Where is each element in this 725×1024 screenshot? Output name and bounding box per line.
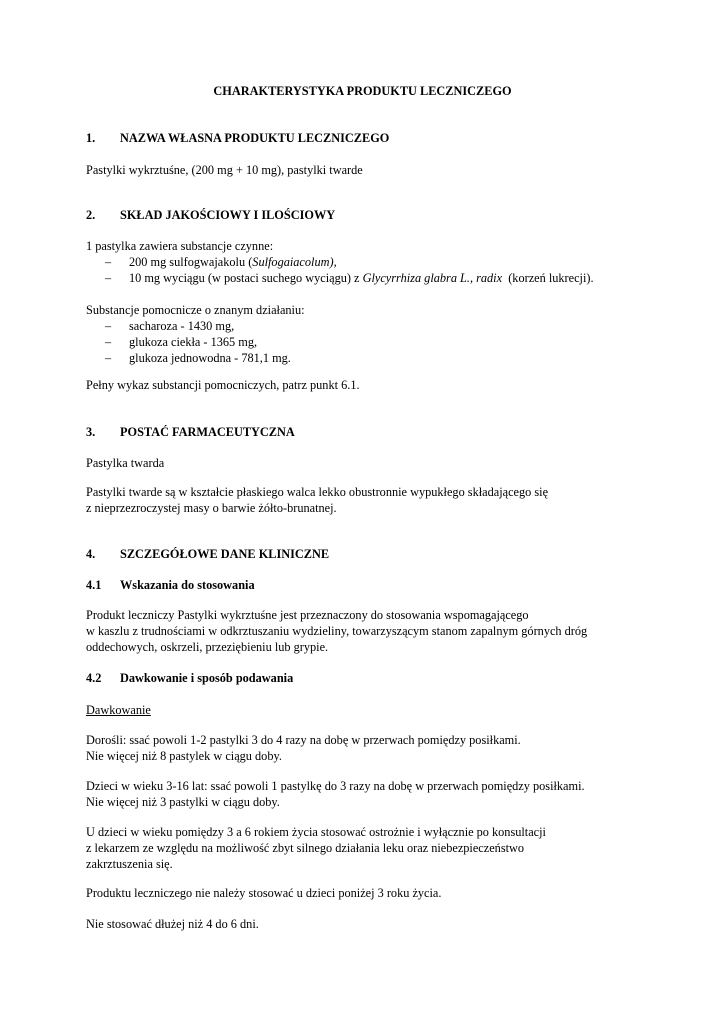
document-title: CHARAKTERYSTYKA PRODUKTU LECZNICZEGO xyxy=(213,84,512,98)
description-line: z nieprzezroczystej masy o barwie żółto-brunatnej. xyxy=(86,501,337,515)
section-number: 2. xyxy=(86,208,96,222)
description-line: Pastylki twarde są w kształcie płaskiego walca lekko obustronnie wypukłego składającego się xyxy=(86,485,549,499)
list-item-latin: Sulfogaiacolum), xyxy=(252,255,337,269)
dash-bullet: – xyxy=(105,255,112,269)
section-number: 1. xyxy=(86,131,96,145)
list-item-text: sacharoza - 1430 mg, xyxy=(129,319,235,333)
list-item-text: glukoza jednowodna - 781,1 mg. xyxy=(129,351,291,365)
adults-dosage-line: Dorośli: ssać powoli 1-2 pastylki 3 do 4 razy na dobę w przerwach pomiędzy posiłkami. xyxy=(86,733,521,747)
subsection-number: 4.2 xyxy=(86,671,102,685)
dash-bullet: – xyxy=(105,335,112,349)
subsection-4-2-heading xyxy=(86,670,293,686)
dash-bullet: – xyxy=(105,319,112,333)
list-item xyxy=(105,334,257,350)
young-children-line: zakrztuszenia się. xyxy=(86,857,173,871)
dash-bullet: – xyxy=(105,351,112,365)
section-2-heading xyxy=(86,207,335,223)
list-item xyxy=(105,350,291,366)
children-dosage-line: Nie więcej niż 3 pastylki w ciągu doby. xyxy=(86,795,280,809)
subsection-4-1-heading xyxy=(86,577,255,593)
section-3-heading xyxy=(86,424,295,440)
list-item-text: (korzeń lukrecji). xyxy=(502,271,594,285)
list-item xyxy=(105,254,337,270)
under-3-warning: Produktu leczniczego nie należy stosować u dzieci poniżej 3 roku życia. xyxy=(86,886,442,900)
dash-bullet: – xyxy=(105,271,112,285)
list-item-text: 200 mg sulfogwajakolu ( xyxy=(129,255,253,269)
subsection-title: Wskazania do stosowania xyxy=(120,578,255,592)
list-item-text: glukoza ciekła - 1365 mg, xyxy=(129,335,258,349)
section-title: SKŁAD JAKOŚCIOWY I ILOŚCIOWY xyxy=(120,208,336,222)
excipients-intro: Substancje pomocnicze o znanym działaniu: xyxy=(86,303,305,317)
active-substances-intro: 1 pastylka zawiera substancje czynne: xyxy=(86,239,274,253)
section-4-heading xyxy=(86,546,329,562)
subsection-title: Dawkowanie i sposób podawania xyxy=(120,671,294,685)
young-children-line: z lekarzem ze względu na możliwość zbyt silnego działania leku oraz niebezpieczeństwo xyxy=(86,841,525,855)
indications-line: Produkt leczniczy Pastylki wykrztuśne jest przeznaczony do stosowania wspomagającego xyxy=(86,608,529,622)
dosage-form-text: Pastylka twarda xyxy=(86,456,165,470)
product-name-text: Pastylki wykrztuśne, (200 mg + 10 mg), pastylki twarde xyxy=(86,163,363,177)
indications-line: w kaszlu z trudnościami w odkrztuszaniu wydzieliny, towarzyszącym stanom zapalnym górnych dróg xyxy=(86,624,588,638)
list-item-latin: Glycyrrhiza glabra L., radix xyxy=(362,271,503,285)
section-number: 4. xyxy=(86,547,96,561)
subsection-number: 4.1 xyxy=(86,578,102,592)
duration-warning: Nie stosować dłużej niż 4 do 6 dni. xyxy=(86,917,259,931)
dosage-label: Dawkowanie xyxy=(86,703,151,717)
indications-line: oddechowych, oskrzeli, przeziębieniu lub grypie. xyxy=(86,640,329,654)
section-1-heading xyxy=(86,130,389,146)
young-children-line: U dzieci w wieku pomiędzy 3 a 6 rokiem życia stosować ostrożnie i wyłącznie po konsultacji xyxy=(86,825,546,839)
section-title: NAZWA WŁASNA PRODUKTU LECZNICZEGO xyxy=(120,131,390,145)
section-number: 3. xyxy=(86,425,96,439)
list-item xyxy=(105,270,594,286)
section-title: SZCZEGÓŁOWE DANE KLINICZNE xyxy=(120,547,330,561)
section-title: POSTAĆ FARMACEUTYCZNA xyxy=(120,425,295,439)
list-item xyxy=(105,318,234,334)
children-dosage-line: Dzieci w wieku 3-16 lat: ssać powoli 1 pastylkę do 3 razy na dobę w przerwach pomiędzy posiłkami. xyxy=(86,779,585,793)
full-excipients-reference: Pełny wykaz substancji pomocniczych, patrz punkt 6.1. xyxy=(86,378,360,392)
adults-dosage-line: Nie więcej niż 8 pastylek w ciągu doby. xyxy=(86,749,282,763)
list-item-text: 10 mg wyciągu (w postaci suchego wyciągu) z xyxy=(129,271,363,285)
